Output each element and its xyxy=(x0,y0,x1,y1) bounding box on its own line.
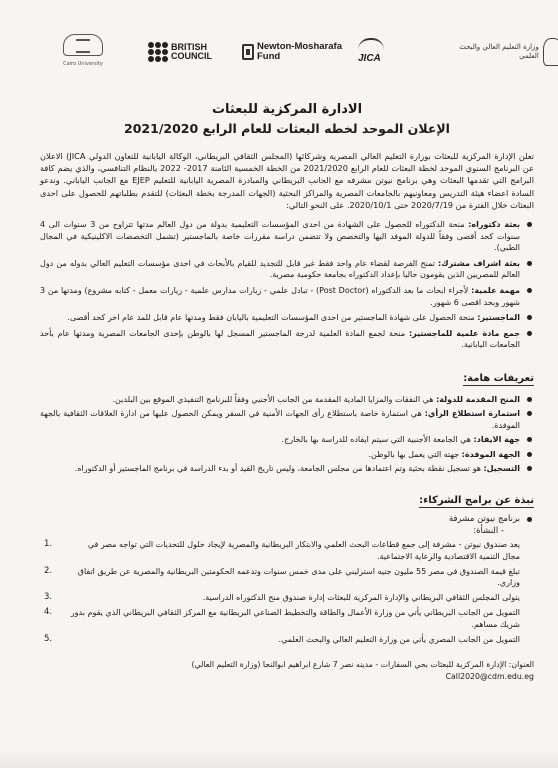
item-text: التمويل من الجانب البريطاني يأتي من وزارة الأعمال والطاقة والتخطيط الصناعي البريطانية مع المركز الثقافي البريطاني الذي يقوم بدور شريك مساهم. xyxy=(70,608,520,629)
page-title: الادارة المركزية للبعثات xyxy=(211,102,363,117)
bullet-icon xyxy=(527,452,532,457)
program-subtitle: - النشأة: xyxy=(473,526,504,537)
footer-email[interactable]: Call2020@cdm.edu.eg xyxy=(445,672,534,682)
mission-item xyxy=(40,328,534,351)
definition-label: المنح المقدمة للدولة: xyxy=(436,394,520,404)
mission-label: مهمة علمية: xyxy=(471,285,520,295)
bullet-icon xyxy=(527,315,532,320)
definition-text: هي استمارة خاصة باستطلاع رأى الجهات الأمنية في السفر ويمكن الحصول عليها من ادارة العلاقات الثقافية بالجهة الموفدة. xyxy=(40,409,520,430)
item-text: يتولى المجلس الثقافي البريطاني والإدارة المركزية للبعثات إدارة صندوق منح الدكتوراه الدراسية. xyxy=(202,593,520,603)
definition-item xyxy=(40,463,534,474)
definition-text: هي الجامعة الأجنبية التي سيتم ايفاده للدراسة بها بالخارج. xyxy=(281,435,471,445)
page-subtitle: الإعلان الموحد لخطه البعثات للعام الرابع 2021/2020 xyxy=(124,121,450,136)
university-tagline: Cairo University xyxy=(63,61,103,67)
partner-item xyxy=(40,592,534,603)
bullet-icon xyxy=(527,261,532,266)
mission-text: تمنح الفرصة لقضاء عام واحد فقط غير قابل للتجديد للقيام بالأبحاث في احدى مؤسسات التعليم العالي بدوله من دول العالم للمصريين الذين يقومون حاليا بإعداد الدكتوراه بجامعة حكومية مصرية. xyxy=(40,258,520,280)
item-text: التمويل من الجانب المصري يأتي من وزارة التعليم العالي والبحث العلمي. xyxy=(278,634,520,644)
partners-heading: نبذة عن برامج الشركاء: xyxy=(419,495,534,507)
newton-fund-logo xyxy=(242,42,342,62)
british-council-dots-icon xyxy=(148,42,168,62)
footer xyxy=(40,659,534,683)
ministry-name: وزارة التعليم العالي والبحث العلمي xyxy=(459,43,539,60)
missions-list xyxy=(40,219,534,351)
mission-text: منحة الدكتوراه للحصول على الشهادة من احدى المؤسسات التعليمية بدولة من دول العالم مدتها تتراوح من 3 سنوات الى 4 سنوات كحد أقصى وفقاً للدولة الموفد اليها والتخصص ولا تتضمن دراسة مقررات خاصة بالماجستير (تشمل التخصصات الاكلينيكية في المجال الطبي). xyxy=(40,220,520,253)
scan-shadow xyxy=(0,748,558,768)
partner-items-list xyxy=(40,539,534,645)
intro-paragraph: تعلن الإدارة المركزية للبعثات بوزارة التعليم العالي المصرية وشركائها (المجلس الثقافي البريطاني، الوكالة اليابانية للتعاون الدولي JICA) الاعلان عن البرنامج السنوي الموحد لخطة البعثات للعام الرابع 2021/2020 من الخطة الخمسية الثامنة 2017- 2022 بالنظام التنافسي، والذي يضم كافة البرامج التي تقدمها البعثات وهي برنامج نيوتن مشرفه مع الجانب البريطاني والمبادرة المصرية اليابانية للتعليم EJEP مع الجانب الياباني. وندعو السادة اعضاء هيئة التدريس ومعاونيهم بالجامعات المصرية والمراكز البحثية (الجهات المدرجة بخطة البعثات) للتقدم بطلباتهم للحصول على احدى البعثات خلال الفترة من 2020/7/19 حتى 2020/10/1. على النحو التالي: xyxy=(40,151,534,210)
definition-text: جهته التي يعمل بها بالوطن. xyxy=(368,449,460,459)
bullet-icon xyxy=(527,411,532,416)
item-text: يعد صندوق نيوتن - مشرفة إلى جمع قطاعات البحث العلمي والابتكار البريطانية والمصرية لإيجاد حلول للتحديات التي تواجه مصر في مجال التنمية الاقتصادية والرعاية الاجتماعية. xyxy=(87,540,520,561)
british-council-line2: COUNCIL xyxy=(171,51,212,61)
item-number: 5. xyxy=(44,633,53,644)
item-number: 4. xyxy=(44,607,53,618)
jica-logo xyxy=(358,38,384,64)
mission-label: بعثة دكتوراه: xyxy=(468,220,520,230)
british-council-line1: BRITISH xyxy=(171,42,207,52)
mission-label: الماجستير: xyxy=(477,313,520,323)
definition-text: هو تسجيل نقطة بحثية وتم اعتمادها من مجلس الجامعة، وليس تاريخ القيد أو بدء الدراسة في برنامج الماجستير أو الدكتوراه. xyxy=(74,463,481,473)
mission-label: بعثة اشراف مشترك: xyxy=(438,258,520,268)
item-text: تبلغ قيمة الصندوق في مصر 55 مليون جنيه استرليني على مدى خمس سنوات وتدعمه الحكومتين البريطانية والمصرية عن طريق اتفاق وزاري. xyxy=(77,566,520,587)
university-crest-icon xyxy=(63,34,103,56)
bullet-icon xyxy=(527,222,532,227)
newton-line2: Fund xyxy=(257,51,281,62)
definition-item xyxy=(40,408,534,431)
jica-arc-icon xyxy=(358,38,384,50)
bullet-icon xyxy=(527,437,532,442)
definition-label: استمارة استطلاع الرأي: xyxy=(424,409,521,419)
definition-label: التسجيل: xyxy=(483,463,520,473)
bullet-icon xyxy=(527,397,532,402)
partner-item xyxy=(40,607,534,629)
definition-text: هي النفقات والمزايا المادية المقدمة من الجانب الأجنبي وفقاً للبرنامج التنفيذي الموقع بين البلدين. xyxy=(112,394,434,404)
bullet-icon xyxy=(527,331,532,336)
mission-text: منحة لجمع المادة العلمية لدرجة الماجستير المسجل لها بالوطن بإحدى الجامعات المصرية ومدتها عام بأحد الجامعات اليابانية. xyxy=(40,328,520,350)
jica-text: JICA xyxy=(358,53,381,64)
footer-address: العنوان: الإدارة المركزية للبعثات بحي السفارات - مدينه نصر 7 شارع ابراهيم ابوالنجا (وزارة التعليم العالي) xyxy=(191,660,534,670)
bullet-icon xyxy=(527,288,532,293)
definition-label: جهة الايفاد: xyxy=(473,435,520,445)
mission-item xyxy=(40,258,534,281)
item-number: 2. xyxy=(44,565,53,576)
partner-item xyxy=(40,539,534,561)
ministry-logo xyxy=(442,38,558,66)
bullet-icon xyxy=(527,466,532,471)
bullet-icon xyxy=(527,517,532,522)
newton-line1: Newton-Mosharafa xyxy=(257,41,342,52)
definition-item xyxy=(40,394,534,405)
definition-item xyxy=(40,449,534,460)
mission-item xyxy=(40,285,534,308)
eagle-emblem-icon xyxy=(543,38,558,66)
british-council-logo xyxy=(148,42,212,62)
definition-item xyxy=(40,434,534,445)
mission-text: لأجراء ابحاث ما بعد الدكتوراه (Post Doctor) - تبادل علمي - زيارات مدارس علمية - زيارات معمل - كتابه مشروع) ومدتها من 3 شهور وبحد اقصى 6 شهور. xyxy=(40,285,520,307)
partner-item xyxy=(40,566,534,588)
university-logo xyxy=(40,34,126,67)
document-body xyxy=(40,96,534,683)
item-number: 3. xyxy=(44,592,53,603)
definitions-list xyxy=(40,394,534,474)
mission-text: منحة الحصول على شهادة الماجستير من احدى المؤسسات التعليمية باليابان فقط ومدتها عام قابل للمد عام اخر كحد أقصى. xyxy=(67,313,475,323)
mission-item xyxy=(40,219,534,254)
partner-item xyxy=(40,634,534,645)
item-number: 1. xyxy=(44,539,53,550)
program-title xyxy=(40,514,534,524)
definitions-heading: تعريفات هامة: xyxy=(463,372,534,384)
mission-label: جمع مادة علمية للماجستير: xyxy=(408,328,520,338)
definition-label: الجهة الموفدة: xyxy=(461,449,520,459)
program-title-text: برنامج نيوتن مشرفة xyxy=(448,514,520,525)
mission-item xyxy=(40,312,534,324)
header-logos xyxy=(40,34,539,78)
newton-mark-icon xyxy=(242,44,254,60)
